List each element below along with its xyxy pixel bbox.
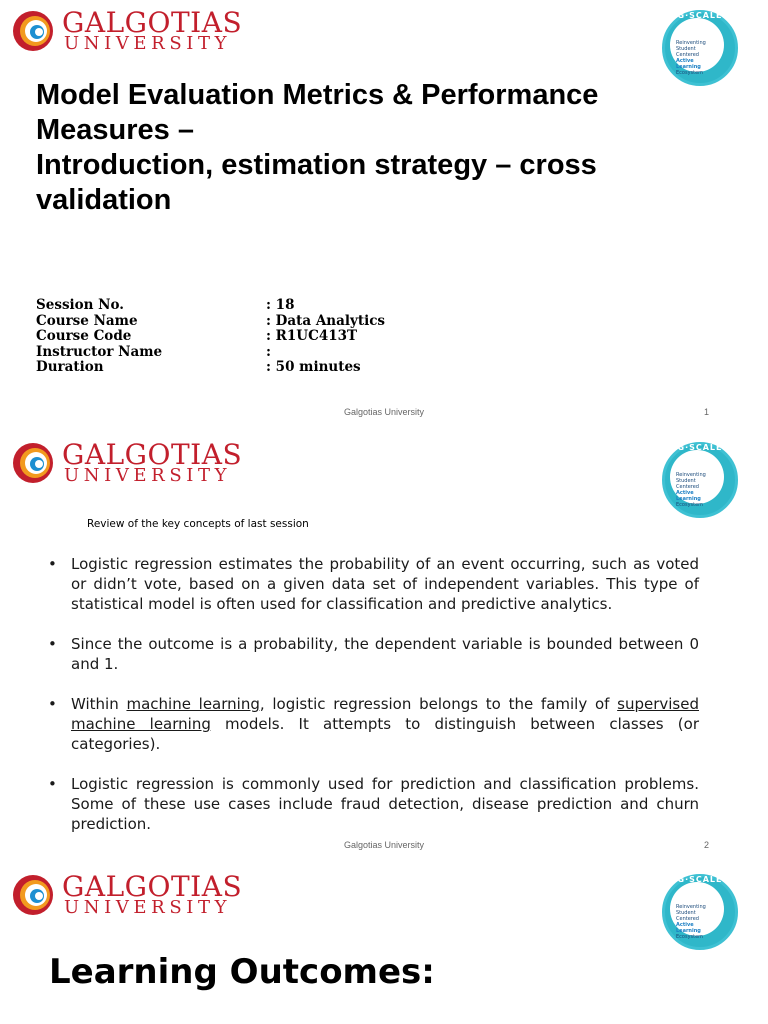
slide-3 [0, 864, 768, 1024]
gscale-badge [662, 442, 738, 518]
logo-subtitle: UNIVERSITY [64, 897, 232, 918]
university-logo [10, 872, 250, 920]
bullet-item: • Since the outcome is a probability, the dependent variable is bounded between 0 and 1. [48, 634, 699, 674]
info-row-session [36, 298, 385, 314]
logo-subtitle: UNIVERSITY [64, 465, 232, 486]
badge-text: Reinventing Student Centered Active Learning Ecosystem [676, 472, 706, 508]
gscale-badge [662, 874, 738, 950]
title-line: Introduction, estimation strategy – cross [36, 149, 597, 181]
badge-text: Reinventing Student Centered Active Learning Ecosystem [676, 40, 706, 76]
swirl-logo-icon [10, 440, 56, 486]
machine-learning-link[interactable]: machine learning [126, 695, 260, 713]
title-line: Measures – [36, 114, 194, 146]
logo-name: GALGOTIAS [62, 438, 243, 471]
supervised-learning-link[interactable]: supervised machine learning [71, 695, 699, 733]
logo-name: GALGOTIAS [62, 6, 243, 39]
swirl-logo-icon [10, 8, 56, 54]
title-line: Model Evaluation Metrics & Performance [36, 79, 599, 111]
bullet-item: • Logistic regression is commonly used for prediction and classification problems. Some of these use cases include fraud detection, disease prediction and churn prediction. [48, 774, 699, 834]
info-value: : [266, 343, 271, 360]
slide-1 [0, 0, 768, 424]
logo-subtitle: UNIVERSITY [64, 33, 232, 54]
review-heading: Review of the key concepts of last session [87, 518, 309, 530]
info-row-duration [36, 360, 385, 376]
swirl-logo-icon [10, 872, 56, 918]
footer-text: Galgotias University [343, 407, 425, 417]
bullet-item: • Within machine learning, logistic regression belongs to the family of supervised machine learning models. It attempts to distinguish between classes (or categories). [48, 694, 699, 754]
info-label: Course Code [36, 328, 132, 345]
badge-title: G·SCALE [677, 11, 723, 20]
session-info [36, 298, 385, 376]
info-label: Duration [36, 359, 104, 376]
title-line: validation [36, 184, 172, 216]
slide-2 [0, 432, 768, 856]
gscale-badge [662, 10, 738, 86]
footer-text: Galgotias University [343, 840, 425, 850]
info-label: Course Name [36, 312, 138, 329]
info-label: Session No. [36, 297, 124, 313]
bullet-list [48, 554, 699, 854]
badge-title: G·SCALE [677, 875, 723, 884]
info-row-course-code [36, 329, 385, 345]
info-row-course-name [36, 314, 385, 330]
university-logo [10, 440, 250, 488]
info-value: : 18 [266, 297, 295, 313]
badge-text: Reinventing Student Centered Active Learning Ecosystem [676, 904, 706, 940]
badge-title: G·SCALE [677, 443, 723, 452]
slide-title [36, 78, 736, 218]
logo-name: GALGOTIAS [62, 870, 243, 903]
learning-outcomes-title: Learning Outcomes: [49, 952, 435, 992]
info-label: Instructor Name [36, 343, 163, 360]
page-number: 1 [704, 407, 710, 417]
info-value: : Data Analytics [266, 312, 386, 329]
info-row-instructor [36, 345, 385, 361]
info-value: : R1UC413T [266, 328, 358, 345]
bullet-item: • Logistic regression estimates the probability of an event occurring, such as voted or didn’t vote, based on a given data set of independent variables. This type of statistical model is often used for classification and predictive analytics. [48, 554, 699, 614]
page-number: 2 [704, 840, 710, 850]
info-value: : 50 minutes [266, 359, 361, 376]
university-logo [10, 8, 250, 56]
